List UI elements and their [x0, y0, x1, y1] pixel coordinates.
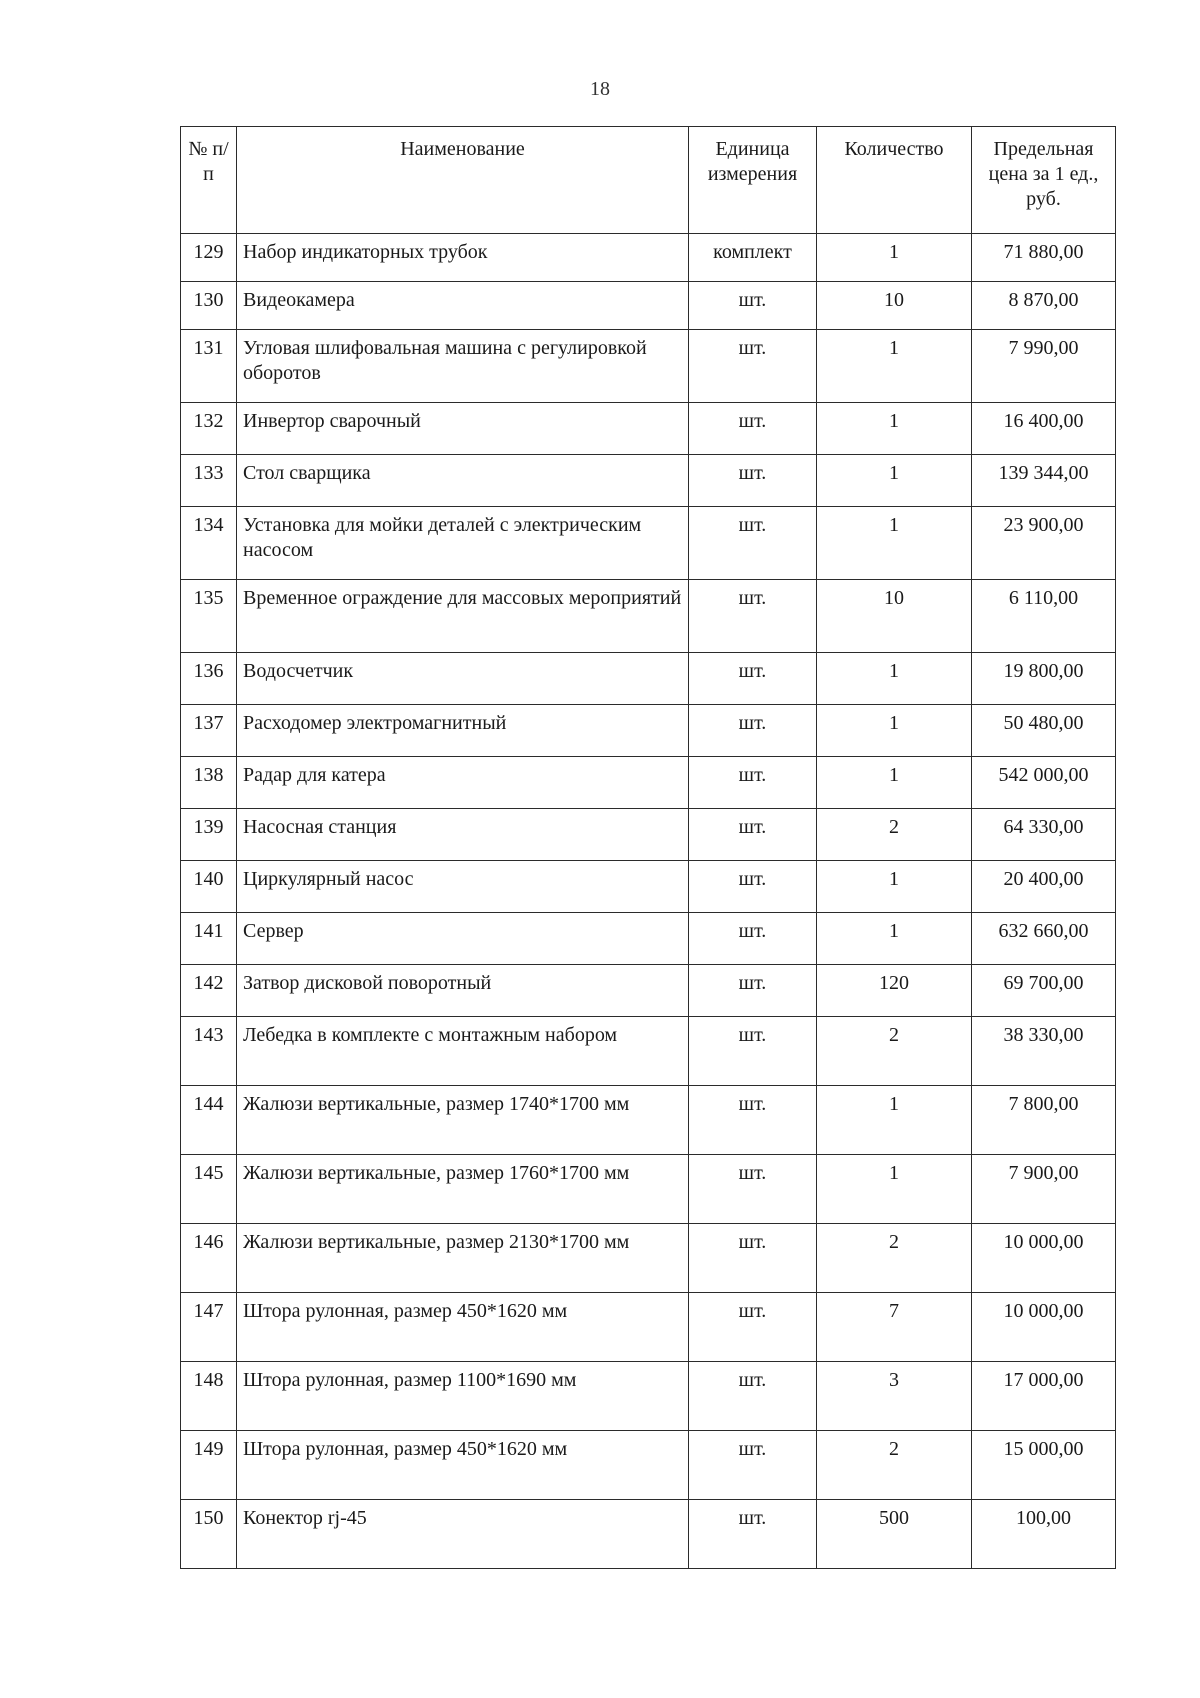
row-name: Радар для катера	[237, 757, 689, 809]
row-price: 20 400,00	[972, 861, 1116, 913]
table-row	[181, 1155, 1116, 1224]
table-row	[181, 757, 1116, 809]
row-price: 100,00	[972, 1500, 1116, 1569]
row-unit: шт.	[689, 653, 817, 705]
page-number: 18	[590, 78, 610, 100]
row-price: 7 800,00	[972, 1086, 1116, 1155]
row-quantity: 120	[817, 965, 972, 1017]
row-quantity: 7	[817, 1293, 972, 1362]
table-row	[181, 913, 1116, 965]
row-name: Водосчетчик	[237, 653, 689, 705]
table-row	[181, 861, 1116, 913]
row-price: 139 344,00	[972, 455, 1116, 507]
table-header	[181, 127, 1116, 234]
row-price: 15 000,00	[972, 1431, 1116, 1500]
header-qty: Количество	[817, 127, 972, 234]
row-name: Штора рулонная, размер 450*1620 мм	[237, 1293, 689, 1362]
row-name: Лебедка в комплекте с монтажным набором	[237, 1017, 689, 1086]
row-number: 143	[181, 1017, 237, 1086]
row-quantity: 2	[817, 1224, 972, 1293]
row-unit: шт.	[689, 455, 817, 507]
row-name: Штора рулонная, размер 1100*1690 мм	[237, 1362, 689, 1431]
row-number: 136	[181, 653, 237, 705]
table-row	[181, 965, 1116, 1017]
row-price: 38 330,00	[972, 1017, 1116, 1086]
row-name: Жалюзи вертикальные, размер 1740*1700 мм	[237, 1086, 689, 1155]
header-unit: Единица измерения	[689, 127, 817, 234]
row-name: Сервер	[237, 913, 689, 965]
row-number: 142	[181, 965, 237, 1017]
table-row	[181, 507, 1116, 580]
row-price: 6 110,00	[972, 580, 1116, 653]
row-unit: шт.	[689, 580, 817, 653]
header-name: Наименование	[237, 127, 689, 234]
row-quantity: 1	[817, 757, 972, 809]
row-quantity: 1	[817, 861, 972, 913]
row-name: Видеокамера	[237, 282, 689, 330]
header-num: № п/п	[181, 127, 237, 234]
table-row	[181, 455, 1116, 507]
table-row	[181, 1362, 1116, 1431]
row-quantity: 1	[817, 913, 972, 965]
row-unit: шт.	[689, 282, 817, 330]
row-unit: шт.	[689, 403, 817, 455]
row-quantity: 1	[817, 653, 972, 705]
table-row	[181, 330, 1116, 403]
row-number: 130	[181, 282, 237, 330]
row-name: Штора рулонная, размер 450*1620 мм	[237, 1431, 689, 1500]
row-quantity: 1	[817, 1155, 972, 1224]
table-body	[181, 234, 1116, 1569]
row-name: Жалюзи вертикальные, размер 2130*1700 мм	[237, 1224, 689, 1293]
row-number: 139	[181, 809, 237, 861]
row-quantity: 1	[817, 1086, 972, 1155]
row-unit: шт.	[689, 757, 817, 809]
row-name: Инвертор сварочный	[237, 403, 689, 455]
row-price: 17 000,00	[972, 1362, 1116, 1431]
row-number: 134	[181, 507, 237, 580]
row-number: 140	[181, 861, 237, 913]
row-number: 145	[181, 1155, 237, 1224]
row-unit: шт.	[689, 330, 817, 403]
row-unit: шт.	[689, 1086, 817, 1155]
row-number: 144	[181, 1086, 237, 1155]
row-quantity: 3	[817, 1362, 972, 1431]
row-unit: шт.	[689, 1293, 817, 1362]
row-unit: шт.	[689, 809, 817, 861]
row-quantity: 10	[817, 282, 972, 330]
row-unit: шт.	[689, 1500, 817, 1569]
row-price: 10 000,00	[972, 1224, 1116, 1293]
row-unit: шт.	[689, 1017, 817, 1086]
table-row	[181, 705, 1116, 757]
row-unit: шт.	[689, 1431, 817, 1500]
row-price: 8 870,00	[972, 282, 1116, 330]
row-price: 69 700,00	[972, 965, 1116, 1017]
row-price: 19 800,00	[972, 653, 1116, 705]
table-row	[181, 1500, 1116, 1569]
row-number: 135	[181, 580, 237, 653]
row-quantity: 2	[817, 1017, 972, 1086]
row-quantity: 1	[817, 234, 972, 282]
row-number: 147	[181, 1293, 237, 1362]
row-number: 137	[181, 705, 237, 757]
row-number: 133	[181, 455, 237, 507]
row-name: Затвор дисковой поворотный	[237, 965, 689, 1017]
row-price: 7 900,00	[972, 1155, 1116, 1224]
row-price: 71 880,00	[972, 234, 1116, 282]
row-price: 64 330,00	[972, 809, 1116, 861]
row-unit: шт.	[689, 1224, 817, 1293]
row-quantity: 10	[817, 580, 972, 653]
row-name: Конектор rj-45	[237, 1500, 689, 1569]
row-unit: шт.	[689, 965, 817, 1017]
table-row	[181, 1431, 1116, 1500]
row-number: 150	[181, 1500, 237, 1569]
row-number: 131	[181, 330, 237, 403]
row-quantity: 1	[817, 705, 972, 757]
row-price: 16 400,00	[972, 403, 1116, 455]
row-unit: шт.	[689, 861, 817, 913]
table-row	[181, 282, 1116, 330]
table-row	[181, 234, 1116, 282]
row-name: Набор индикаторных трубок	[237, 234, 689, 282]
header-row	[181, 127, 1116, 234]
row-price: 7 990,00	[972, 330, 1116, 403]
row-number: 132	[181, 403, 237, 455]
row-price: 542 000,00	[972, 757, 1116, 809]
row-number: 148	[181, 1362, 237, 1431]
row-number: 149	[181, 1431, 237, 1500]
row-unit: шт.	[689, 507, 817, 580]
row-unit: шт.	[689, 1155, 817, 1224]
row-name: Циркулярный насос	[237, 861, 689, 913]
row-name: Жалюзи вертикальные, размер 1760*1700 мм	[237, 1155, 689, 1224]
row-price: 10 000,00	[972, 1293, 1116, 1362]
row-quantity: 1	[817, 403, 972, 455]
price-table	[180, 126, 1116, 1569]
row-quantity: 2	[817, 809, 972, 861]
row-number: 146	[181, 1224, 237, 1293]
row-name: Установка для мойки деталей с электрическим насосом	[237, 507, 689, 580]
table-row	[181, 1293, 1116, 1362]
row-quantity: 1	[817, 507, 972, 580]
row-price: 50 480,00	[972, 705, 1116, 757]
row-number: 138	[181, 757, 237, 809]
table-row	[181, 1017, 1116, 1086]
row-name: Расходомер электромагнитный	[237, 705, 689, 757]
row-unit: шт.	[689, 705, 817, 757]
table-row	[181, 403, 1116, 455]
table-row	[181, 1086, 1116, 1155]
row-unit: шт.	[689, 913, 817, 965]
row-unit: комплект	[689, 234, 817, 282]
table-row	[181, 653, 1116, 705]
header-price: Предельная цена за 1 ед., руб.	[972, 127, 1116, 234]
row-price: 23 900,00	[972, 507, 1116, 580]
row-price: 632 660,00	[972, 913, 1116, 965]
row-quantity: 500	[817, 1500, 972, 1569]
row-name: Угловая шлифовальная машина с регулировкой оборотов	[237, 330, 689, 403]
table-row	[181, 1224, 1116, 1293]
row-name: Стол сварщика	[237, 455, 689, 507]
table-row	[181, 580, 1116, 653]
row-quantity: 1	[817, 455, 972, 507]
row-number: 129	[181, 234, 237, 282]
row-unit: шт.	[689, 1362, 817, 1431]
row-number: 141	[181, 913, 237, 965]
table-row	[181, 809, 1116, 861]
row-name: Временное ограждение для массовых мероприятий	[237, 580, 689, 653]
row-quantity: 2	[817, 1431, 972, 1500]
row-name: Насосная станция	[237, 809, 689, 861]
row-quantity: 1	[817, 330, 972, 403]
